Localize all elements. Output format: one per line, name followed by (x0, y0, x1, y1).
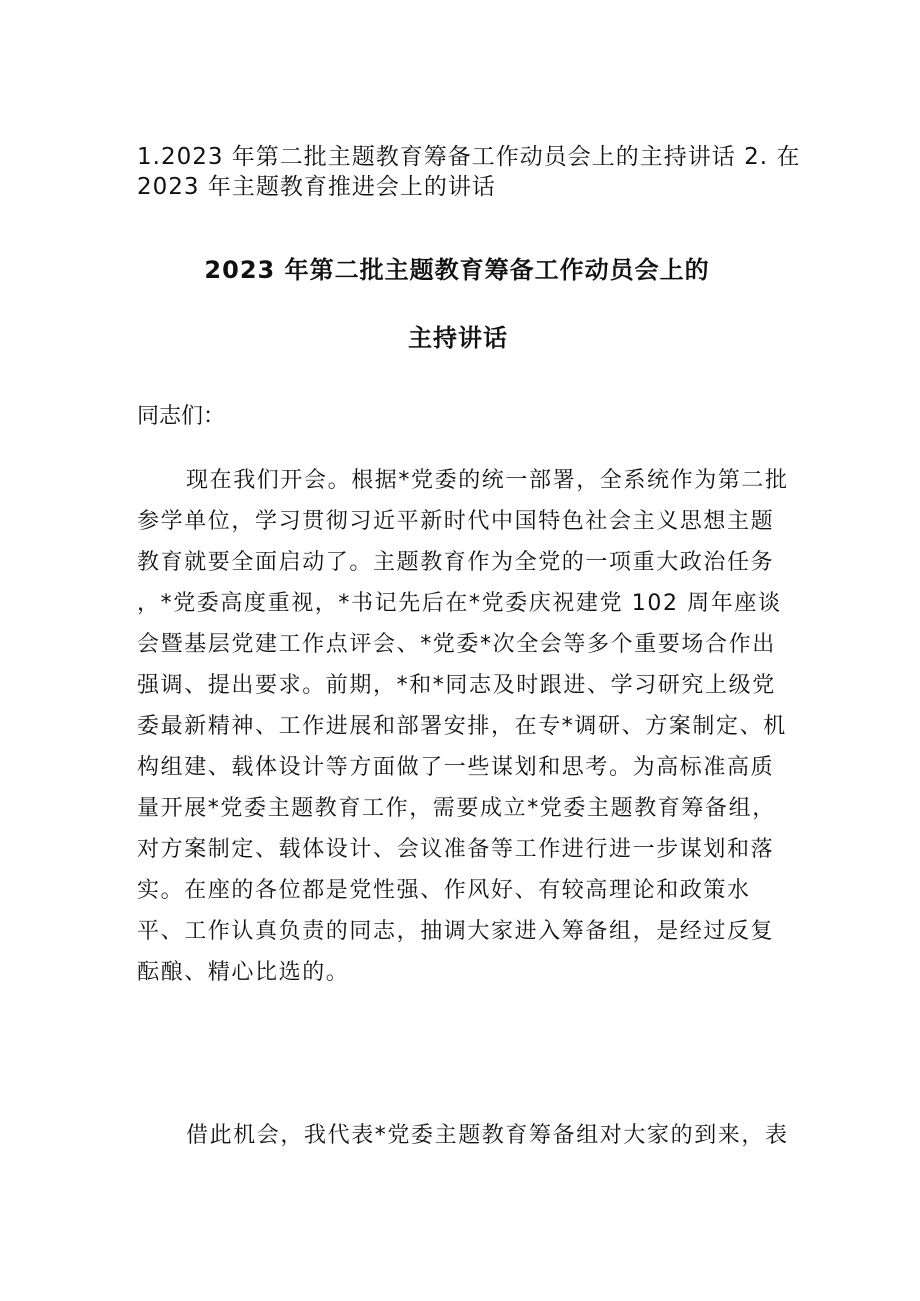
paragraph-line: 构组建、载体设计等方面做了一些谋划和思考。为高标准高质 (137, 755, 775, 780)
paragraph-line: 对方案制定、载体设计、会议准备等工作进行进一步谋划和落 (137, 837, 775, 862)
paragraph-line: 强调、提出要求。前期，*和*同志及时跟进、学习研究上级党 (137, 673, 776, 698)
paragraph-2 (137, 1121, 797, 1162)
toc-line-2: 2023 年主题教育推进会上的讲话 (137, 174, 496, 200)
toc-line-1: 1.2023 年第二批主题教育筹备工作动员会上的主持讲话 2. 在 (137, 144, 801, 170)
salutation: 同志们： (137, 404, 226, 429)
paragraph-line: 现在我们开会。根据*党委的统一部署，全系统作为第二批 (186, 468, 789, 493)
paragraph-line: ，*党委高度重视，*书记先后在*党委庆祝建党 102 周年座谈 (137, 591, 782, 616)
paragraph-line: 教育就要全面启动了。主题教育作为全党的一项重大政治任务 (137, 550, 775, 575)
paragraph-line: 会暨基层党建工作点评会、*党委*次全会等多个重要场合作出 (137, 632, 776, 657)
paragraph-line: 借此机会，我代表*党委主题教育筹备组对大家的到来，表 (186, 1123, 789, 1148)
paragraph-line: 量开展*党委主题教育工作，需要成立*党委主题教育筹备组， (137, 796, 776, 821)
paragraph-line: 委最新精神、工作进展和部署安排，在专*调研、方案制定、机 (137, 714, 787, 739)
paragraph-line: 酝酿、精心比选的。 (137, 960, 350, 985)
paragraph-line: 实。在座的各位都是党性强、作风好、有较高理论和政策水 (137, 878, 751, 903)
document-title-line-1: 2023 年第二批主题教育筹备工作动员会上的 (204, 256, 710, 284)
paragraph-line: 平、工作认真负责的同志，抽调大家进入筹备组，是经过反复 (137, 919, 775, 944)
document-title-line-2: 主持讲话 (408, 324, 508, 352)
paragraph-1 (137, 466, 797, 999)
paragraph-line: 参学单位，学习贯彻习近平新时代中国特色社会主义思想主题 (137, 509, 775, 534)
